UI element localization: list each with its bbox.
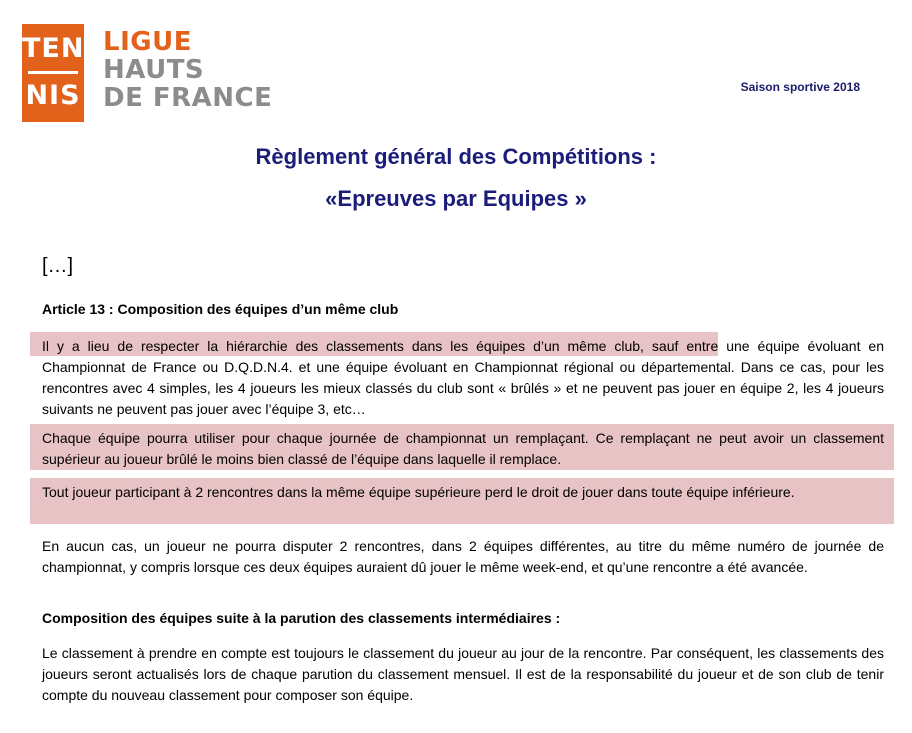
logo-text-line3: DE FRANCE <box>103 83 273 113</box>
article-heading: Article 13 : Composition des équipes d’un même club <box>42 301 399 317</box>
document-subtitle: «Epreuves par Equipes » <box>325 186 587 211</box>
paragraph-two-matches: Tout joueur participant à 2 rencontres dans la même équipe supérieure perd le droit de jouer dans toute équipe inférieure. <box>42 484 795 500</box>
paragraph-ranking: Le classement à prendre en compte est toujours le classement du joueur au jour de la rencontre. Par conséquent, les classements des joueurs seront actualisés lors de chaque parution du classement mensuel. Il est de la responsabilité du joueur et de son club de tenir compte du nouveau classement pour composer son équipe. <box>42 645 884 703</box>
paragraph-substitute: Chaque équipe pourra utiliser pour chaque journée de championnat un remplaçant. Ce remplaçant ne peut avoir un classement supérieur au joueur brûlé le moins bien classé de l’équipe dans laquelle il remplace. <box>42 430 884 467</box>
season-label: Saison sportive 2018 <box>740 80 860 94</box>
logo-mark-line2: NIS <box>25 80 81 111</box>
paragraph-same-round: En aucun cas, un joueur ne pourra disputer 2 rencontres, dans 2 équipes différentes, au titre du même numéro de journée de championnat, y compris lorsque ces deux équipes auraient dû jouer le même week-end, et qu’une rencontre a été avancée. <box>42 538 884 575</box>
logo-mark-line1: TEN <box>22 33 85 64</box>
tennis-logo-mark <box>22 24 84 122</box>
league-logo-text <box>103 28 272 112</box>
omission-marker: […] <box>42 255 74 277</box>
logo-mark-divider <box>28 71 78 74</box>
logo-text-line1: LIGUE <box>103 27 192 57</box>
composition-heading: Composition des équipes suite à la parution des classements intermédiaires : <box>42 610 561 626</box>
logo-text-line2: HAUTS <box>103 55 205 85</box>
paragraph-hierarchy: Il y a lieu de respecter la hiérarchie des classements dans les équipes d’un même club, sauf entre une équipe évoluant en Championnat de France ou D.Q.D.N.4. et une équipe évoluant en Championnat régional ou départemental. Dans ce cas, pour les rencontres avec 4 simples, les 4 joueurs les mieux classés du club sont « brûlés » et ne peuvent pas jouer en équipe 2, les 4 joueurs suivants ne peuvent pas jouer avec l’équipe 3, etc… <box>42 338 884 417</box>
document-title: Règlement général des Compétitions : <box>255 144 657 169</box>
